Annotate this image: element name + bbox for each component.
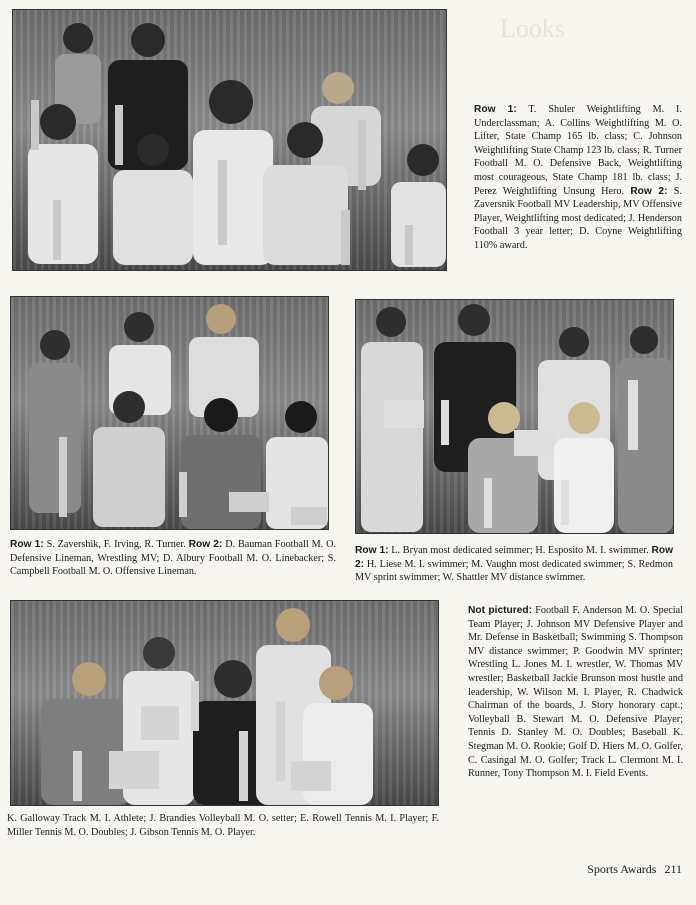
- photo-swimming-group: [355, 299, 674, 534]
- footer-page-number: 211: [664, 862, 682, 876]
- page-footer: [579, 862, 682, 877]
- caption-track-tennis-group: K. Galloway Track M. I. Athlete; J. Brandies Volleyball M. O. setter; E. Rowell Tennis M. I. Player; F. Miller Tennis M. O. Doubles; J. Gibson Tennis M. O. Player.: [7, 813, 439, 838]
- photo-weightlifting-group: [12, 9, 447, 271]
- caption-football-group: Row 1: S. Zavershik, F. Irving, R. Turner. Row 2: D. Bauman Football M. O. Defensive Lineman, Wrestling MV; D. Albury Football M. O. Linebacker; S. Campbell Football M. O. Offensive Lineman.: [10, 539, 336, 578]
- photo-track-tennis-group: [10, 600, 439, 806]
- caption-weightlifting-group: Row 1: T. Shuler Weightlifting M. I. Underclassman; A. Collins Weightlifting M. O. Lifter, State Champ 165 lb. class; C. Johnson Weightlifting State Champ 123 lb. class; R. Turner Football M. O. Defensive Back, Weightlifting most courageous, State Champ 181 lb. class; J. Perez Weightlifting Unsung Hero. Row 2: S. Zaversnik Football MV Leadership, MV Offensive Player, Weightlifting most dedicated; J. Henderson Football 3 year letter; D. Coyne Weightlifting 110% award.: [474, 104, 682, 251]
- caption-swimming-group: Row 1: L. Bryan most dedicated seimmer; H. Esposito M. I. swimmer. Row 2: H. Liese M. I. swimmer; M. Vaughn most dedicated swimmer; S. Redmon MV sprint swimmer; W. Shattler MV distance swimmer.: [355, 545, 673, 584]
- photo-football-group: [10, 296, 329, 530]
- caption-not-pictured: Not pictured: Football F. Anderson M. O. Special Team Player; J. Johnson MV Defensive Player and Mr. Defense in Basketball; Swimming S. Thompson MV distance swimmer; P. Goodwin MV sprinter; Wrestling L. Jones M. I. wrestler, W. Thomas MV wrestler; Basketball Jackie Brunson most hustle and leadership, W. Wilson M. I. Player, R. Chadwick Chairman of the boards, J. Story honorary capt.; Volleyball B. Stewart M. O. Defensive Player; Tennis D. Stanley M. O. Doubles; Baseball K. Stegman M. O. Rookie; Golf D. Hiers M. O. Golfer, C. Casingal M. O. Golfer; Track L. Clermont M. I. Runner, Tony Thompson M. I. Field Events.: [468, 605, 683, 780]
- faded-header-text: Looks: [500, 14, 565, 43]
- footer-section-title: Sports Awards: [587, 862, 657, 876]
